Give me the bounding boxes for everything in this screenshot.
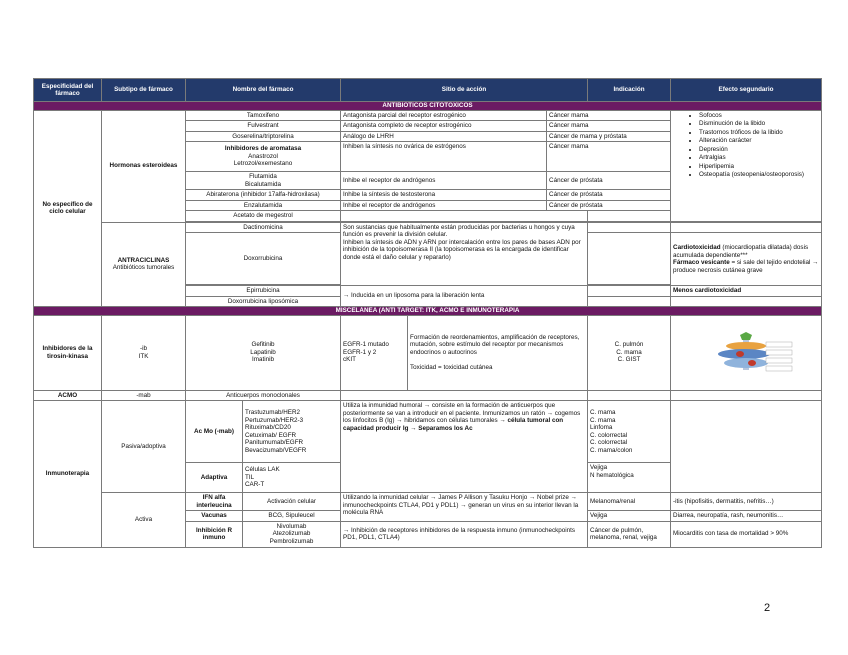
drug-dactinomicina: Dactinomicina	[186, 222, 341, 233]
effect-dactinomicina	[671, 222, 822, 233]
inhib-title: Inhibidores de aromatasa	[224, 145, 302, 153]
effect-inhibicion-r: Miocarditis con tasa de mortalidad > 90%	[671, 521, 822, 547]
site-activa: Utilizando la inmunidad celular → James P Allison y Tasuku Honjo → Nobel prize → inmunocheckpoints CTLA4, PD1 y PDL1) → generan un virus en su interior llevan la molécula RNA	[341, 493, 588, 522]
cell-adaptiva: Adaptiva	[186, 463, 243, 493]
ind-vacunas: Vejiga	[588, 511, 671, 522]
site-antraciclinas: Son sustancias que habitualmente están producidas por bacterias u hongos y cuya función es prevenir la división celular. Inhiben la síntesis de ADN y ARN por intercalación entre los pares de bases ADN por inhibición de la topoisomerasa II (la topoisomerasa es la encargada de identificar donde está el daño celular y repararlo)	[341, 222, 588, 286]
drug-inhibicion-r: Nivolumab Atezolizumab Pembrolizumab	[243, 521, 341, 547]
drug-doxorrubicina: Doxorrubicina	[186, 233, 341, 285]
cell-acmo-sub: -mab	[102, 390, 186, 401]
header-efecto: Efecto segundario	[671, 79, 822, 102]
pasiva-sitio: Utiliza la inmunidad humoral → consiste en la formación de anticuerpos que posteriormente se van a introducir en el paciente. Inmunizamos un ratón → cogemos los linfocitos B (Ig) → hibridamos con células tumorales →	[343, 402, 581, 424]
drug-enzalutamida: Enzalutamida	[186, 200, 341, 211]
drug-flutamida: Flutamida Bicalutamida	[186, 172, 341, 190]
site-tamoxifeno: Antagonista parcial del receptor estrogénico	[341, 110, 547, 121]
cell-inhibicion-r: Inhibición R inmuno	[186, 521, 243, 547]
site-enzalutamida: Inhibe el receptor de andrógenos	[341, 200, 547, 211]
hormone-effects	[671, 110, 822, 221]
site-itk-mec	[408, 315, 588, 390]
ind-dactinomicina	[588, 222, 671, 233]
cell-hormonas: Hormonas esteroideas	[102, 110, 186, 222]
ind-enzalutamida: Cáncer de próstata	[547, 200, 671, 211]
ind-doxorrubicina	[588, 233, 671, 285]
ind-doxo-liposomica	[588, 296, 671, 307]
drug-adaptiva: Células LAK TIL CAR-T	[243, 463, 341, 493]
effect-menos-cardio: Menos cardiotoxicidad	[671, 286, 822, 297]
cell-vacunas: Vacunas	[186, 511, 243, 522]
effect-item: • Alteración carácter	[699, 137, 819, 145]
effect-item: • Trastornos tróficos de la libido	[699, 129, 819, 137]
effect-item: • Artralgias	[699, 154, 819, 162]
drug-tamoxifeno: Tamoxifeno	[186, 110, 341, 121]
cell-itk: Inhibidores de la tirosin-kinasa	[34, 315, 102, 390]
page-number: 2	[764, 602, 771, 614]
ind-megestrol	[588, 211, 671, 222]
drug-ifn: Activación celular	[243, 493, 341, 511]
cardio-b1: Cardiotoxicidad	[673, 244, 721, 251]
ind-inhibidores: Cáncer mama	[547, 142, 671, 172]
site-inhibicion-r: → Inhibición de receptores inhibidores de la respuesta inmuno (inmunocheckpoints PD1, PDL1, CTLA4)	[341, 521, 588, 547]
cell-pasiva: Pasiva/adoptiva	[102, 401, 186, 493]
section-row-cyto	[34, 102, 822, 111]
drug-doxo-liposomica: Doxorrubicina liposómica	[186, 296, 341, 307]
header-sitio: Sitio de acción	[341, 79, 588, 102]
ind-epirrubicina	[588, 286, 671, 297]
drug-epirrubicina: Epirrubicina	[186, 286, 341, 297]
effect-item: • Depresión	[699, 146, 819, 154]
site-acmo	[341, 390, 588, 401]
cardio-t2: = si sale del tejido endotelial → produce necrosis cutánea grave	[673, 259, 819, 274]
itk-figure	[671, 315, 822, 390]
effect-pasiva	[671, 401, 822, 493]
drug-inhibidores-aromatasa	[186, 142, 341, 172]
site-flutamida: Inhibe el receptor de andrógenos	[341, 172, 547, 190]
site-itk: EGFR-1 mutado EGFR-1 y 2 cKIT	[341, 315, 408, 390]
ind-flutamida: Cáncer de próstata	[547, 172, 671, 190]
effect-vacunas: Diarrea, neuropatía, rash, neumonitis…	[671, 511, 822, 522]
cell-itk-sub: -ib ITK	[102, 315, 186, 390]
ind-adaptiva: Vejiga N hematológica	[588, 463, 671, 493]
drug-table	[33, 78, 822, 548]
drug-fulvestrant: Fulvestrant	[186, 121, 341, 132]
section-cyto: ANTIBIÓTICOS CITOTÓXICOS	[34, 102, 822, 111]
ind-ifn: Melanoma/renal	[588, 493, 671, 511]
cell-activa: Activa	[102, 493, 186, 548]
drug-acmo: Anticuerpos monoclonales	[186, 390, 341, 401]
cell-no-especifico: No específico de ciclo celular	[34, 110, 102, 307]
cell-acmo: ACMO	[34, 390, 102, 401]
header-especificidad: Especificidad del fármaco	[34, 79, 102, 102]
ind-fulvestrant: Cáncer mama	[547, 121, 671, 132]
ind-goserelina: Cáncer de mama y próstata	[547, 131, 671, 142]
ind-acmo2: C. mama C. mama Linfoma C. colorrectal C. colorrectal C. mama/colon	[588, 401, 671, 463]
header-nombre: Nombre del fármaco	[186, 79, 341, 102]
site-inhibidores: Inhiben la síntesis no ovárica de estrógenos	[341, 142, 547, 172]
cell-acmo2: Ac Mo (-mab)	[186, 401, 243, 463]
antra-sub: Antibióticos tumorales	[112, 264, 175, 272]
header-subtipo: Subtipo de fármaco	[102, 79, 186, 102]
effect-ifn: -itis (hipofisitis, dermatitis, nefritis…)	[671, 493, 822, 511]
itk-mec: Formación de reordenamientos, amplificación de receptores, mutación, sobre estímulo del receptor por mecanismos endocrinos o autocrinos	[410, 333, 580, 356]
site-liposoma: → Inducida en un liposoma para la liberación lenta	[341, 286, 588, 307]
itk-mec2: Toxicidad = toxicidad cutánea	[410, 363, 493, 371]
effect-item: • Hiperlipemia	[699, 163, 819, 171]
site-goserelina: Análogo de LHRH	[341, 131, 547, 142]
ind-itk: C. pulmón C. mama C. GIST	[588, 315, 671, 390]
ind-abiraterona: Cáncer de próstata	[547, 190, 671, 201]
drug-vacunas: BCG, Sipuleucel	[243, 511, 341, 522]
site-megestrol	[341, 211, 588, 222]
drug-acmo2: Trastuzumab/HER2 Pertuzumab/HER2-3 Rituximab/CD20 Cetuximab/ EGFR Panitumumab/EGFR Bevacizumab/VEGFR	[243, 401, 341, 463]
effect-doxo-liposomica	[671, 296, 822, 307]
drug-goserelina: Goserelina/triptorelina	[186, 131, 341, 142]
effect-item: • Osteopatía (osteopenia/osteoporosis)	[699, 171, 819, 179]
site-abiraterona: Inhibe la síntesis de testosterona	[341, 190, 547, 201]
cardio-t1: (miocardiopatía dilatada) dosis acumulada dependiente***	[673, 244, 809, 259]
section-misc: MISCELÁNEA (ANTI TARGET: ITK, ACMO E INMUNOTERAPIA	[34, 307, 822, 316]
drug-megestrol: Acetato de megestrol	[186, 211, 341, 222]
cell-inmunoterapia: Inmunoterapia	[34, 401, 102, 548]
effect-item: • Disminución de la libido	[699, 120, 819, 128]
cell-ifn: IFN alfa interleucina	[186, 493, 243, 511]
antra-title: ANTRACICLINAS	[117, 256, 170, 264]
header-row	[34, 79, 822, 102]
header-indicacion: Indicación	[588, 79, 671, 102]
pathway-diagram-image	[696, 332, 796, 374]
inhib-names: Anastrozol Letrozol/exemestano	[233, 152, 293, 168]
ind-inhibicion-r: Cáncer de pulmón, melanoma, renal, vejiga	[588, 521, 671, 547]
cardio-b2: Fármaco vesicante	[673, 259, 730, 266]
drug-itk: Gefitinib Lapatinib Imatinib	[186, 315, 341, 390]
cell-antraciclinas	[102, 222, 186, 307]
site-fulvestrant: Antagonista completo de receptor estrogénico	[341, 121, 547, 132]
site-pasiva	[341, 401, 588, 493]
drug-abiraterona: Abiraterona (inhibidor 17alfa-hidroxilasa)	[186, 190, 341, 201]
ind-acmo	[588, 390, 671, 401]
section-row-misc	[34, 307, 822, 316]
pasiva-sitio-b: célula tumoral con capacidad producir Ig → Separamos los Ac	[343, 417, 564, 432]
effect-cardiotoxicidad	[671, 233, 822, 286]
effect-acmo	[671, 390, 822, 401]
ind-tamoxifeno: Cáncer mama	[547, 110, 671, 121]
effect-item: • Sofocos	[699, 112, 819, 120]
